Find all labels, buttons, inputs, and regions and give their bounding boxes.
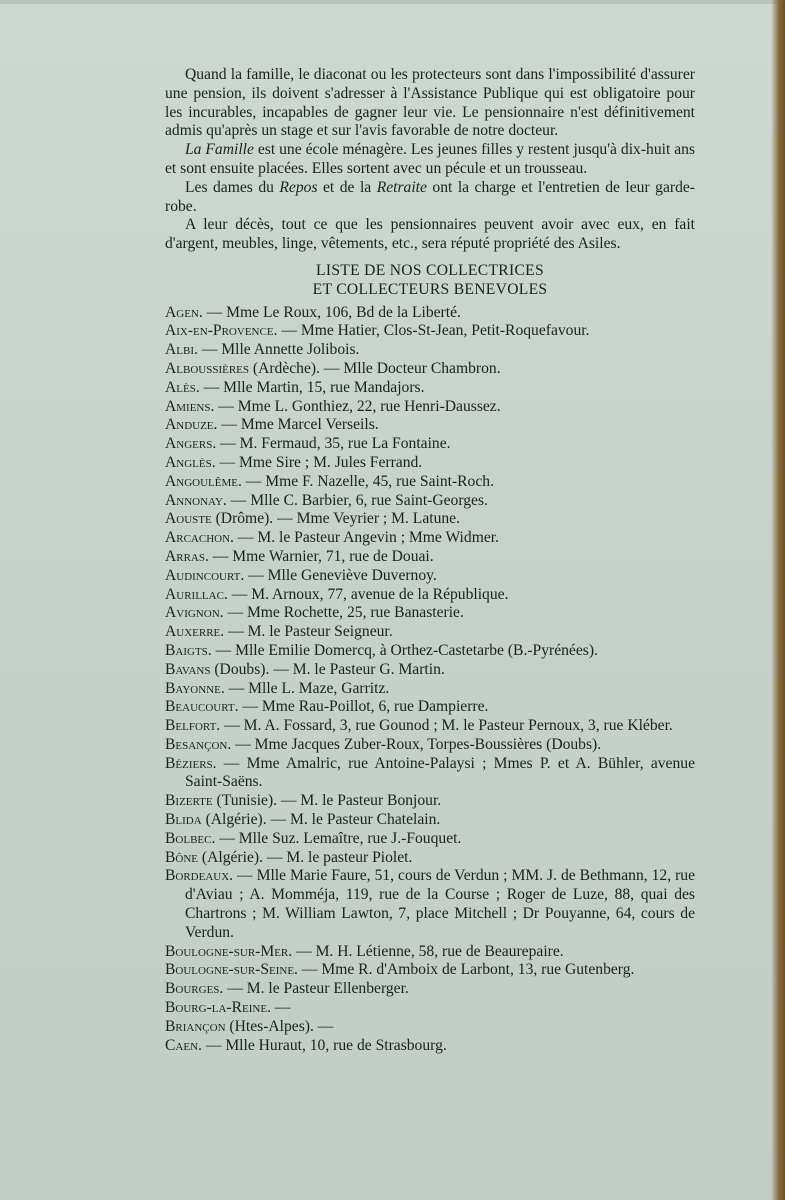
- collector-entry: [165, 360, 695, 379]
- entry-details: — M. Arnoux, 77, avenue de la République.: [227, 585, 509, 603]
- entry-details: — M. le Pasteur Seigneur.: [224, 623, 393, 641]
- collector-entry: [165, 867, 695, 942]
- collector-entry: [165, 623, 695, 642]
- page-text-block: [165, 66, 695, 1055]
- entry-details: — Mme F. Nazelle, 45, rue Saint-Roch.: [241, 472, 494, 490]
- entry-city: Bourg-la-Reine.: [165, 999, 271, 1017]
- collector-entry: [165, 435, 695, 454]
- collector-entry: [165, 830, 695, 849]
- collector-list: [165, 304, 695, 1056]
- collector-entry: [165, 698, 695, 717]
- collector-entry: [165, 510, 695, 529]
- entry-city: Amiens.: [165, 397, 215, 415]
- entry-details: — Mlle Annette Jolibois.: [197, 341, 360, 359]
- entry-details: (Htes-Alpes). —: [225, 1017, 334, 1035]
- collector-entry: [165, 980, 695, 999]
- entry-city: Bourges.: [165, 980, 224, 998]
- entry-details: (Ardèche). — Mlle Docteur Chambron.: [249, 359, 501, 377]
- collector-entry: [165, 943, 695, 962]
- entry-city: Bône: [165, 848, 199, 866]
- entry-details: — Mme Rochette, 25, rue Banasterie.: [223, 604, 464, 622]
- entry-details: — Mlle Geneviève Duvernoy.: [244, 566, 437, 584]
- entry-city: Arcachon.: [165, 529, 234, 547]
- repos-em: Repos: [279, 178, 318, 196]
- entry-details: — Mlle Suz. Lemaître, rue J.-Fouquet.: [215, 829, 462, 847]
- intro-paragraph-4: A leur décès, tout ce que les pensionnaires peuvent avoir avec eux, en fait d'argent, meubles, linge, vêtements, etc., sera réputé propriété des Asiles.: [165, 216, 695, 253]
- p3-part-b: et de la: [317, 178, 377, 196]
- entry-city: Besançon.: [165, 735, 232, 753]
- entry-city: Anglès.: [165, 453, 216, 471]
- entry-details: —: [270, 999, 291, 1017]
- list-heading: [165, 262, 695, 300]
- page-binding-edge: [771, 0, 785, 1200]
- collector-entry: [165, 961, 695, 980]
- collector-entry: [165, 473, 695, 492]
- entry-details: — Mme Le Roux, 106, Bd de la Liberté.: [202, 303, 461, 321]
- collector-entry: [165, 604, 695, 623]
- entry-details: — Mme L. Gonthiez, 22, rue Henri-Daussez.: [214, 397, 501, 415]
- entry-details: — Mme Rau-Poillot, 6, rue Dampierre.: [238, 698, 489, 716]
- entry-city: Angers.: [165, 435, 217, 453]
- intro-paragraph-3: [165, 179, 695, 217]
- entry-details: — Mme R. d'Amboix de Larbont, 13, rue Gutenberg.: [297, 961, 635, 979]
- entry-city: Bordeaux.: [165, 867, 234, 885]
- entry-details: — M. A. Fossard, 3, rue Gounod ; M. le Pasteur Pernoux, 3, rue Kléber.: [220, 717, 673, 735]
- entry-details: — Mlle Martin, 15, rue Mandajors.: [199, 378, 425, 396]
- entry-details: — M. le Pasteur Ellenberger.: [223, 980, 409, 998]
- collector-entry: [165, 398, 695, 417]
- collector-entry: [165, 454, 695, 473]
- collector-entry: [165, 717, 695, 736]
- entry-city: Arras.: [165, 547, 209, 565]
- collector-entry: [165, 642, 695, 661]
- collector-entry: [165, 999, 695, 1018]
- entry-city: Bizerte: [165, 792, 213, 810]
- entry-details: — Mme Warnier, 71, rue de Douai.: [208, 547, 434, 565]
- entry-details: (Algérie). — M. le pasteur Piolet.: [198, 848, 413, 866]
- entry-details: — Mme Marcel Verseils.: [217, 416, 379, 434]
- entry-details: — Mme Sire ; M. Jules Ferrand.: [215, 453, 423, 471]
- collector-entry: [165, 849, 695, 868]
- entry-city: Annonay.: [165, 491, 227, 509]
- entry-city: Agen.: [165, 303, 203, 321]
- entry-details: — Mlle L. Maze, Garritz.: [224, 679, 390, 697]
- collector-entry: [165, 661, 695, 680]
- entry-city: Boulogne-sur-Seine.: [165, 961, 298, 979]
- entry-city: Aurillac.: [165, 585, 228, 603]
- entry-details: — M. Fermaud, 35, rue La Fontaine.: [216, 435, 451, 453]
- collector-entry: [165, 304, 695, 323]
- collector-entry: [165, 1018, 695, 1037]
- entry-city: Aix-en-Provence.: [165, 322, 278, 340]
- collector-entry: [165, 492, 695, 511]
- entry-city: Boulogne-sur-Mer.: [165, 942, 293, 960]
- entry-city: Blida: [165, 811, 202, 829]
- collector-entry: [165, 586, 695, 605]
- collector-entry: [165, 755, 695, 793]
- collector-entry: [165, 736, 695, 755]
- intro-paragraph-2-text: est une école ménagère. Les jeunes filles y restent jusqu'à dix-huit ans et sont ensuite placées. Elles sortent avec un pécule et un trousseau.: [165, 141, 696, 177]
- entry-details: — M. le Pasteur Angevin ; Mme Widmer.: [233, 529, 499, 547]
- entry-details: — Mlle C. Barbier, 6, rue Saint-Georges.: [226, 491, 488, 509]
- entry-city: Bolbec.: [165, 829, 216, 847]
- page-top-edge: [0, 0, 785, 4]
- entry-details: (Tunisie). — M. le Pasteur Bonjour.: [212, 792, 442, 810]
- entry-city: Béziers.: [165, 754, 217, 772]
- collector-entry: [165, 567, 695, 586]
- list-heading-line-2: ET COLLECTEURS BENEVOLES: [312, 280, 548, 298]
- collector-entry: [165, 548, 695, 567]
- collector-entry: [165, 811, 695, 830]
- entry-details: (Doubs). — M. le Pasteur G. Martin.: [210, 660, 445, 678]
- list-heading-line-1: LISTE DE NOS COLLECTRICES: [316, 261, 544, 279]
- entry-details: — Mlle Marie Faure, 51, cours de Verdun ; MM. J. de Bethmann, 12, rue d'Aviau ; A. Momméja, 119, rue de la Course ; Roger de Luze, 88, quai des Chartrons ; M. William Lawton, 7, place Mitchell ; Dr Pouyanne, 64, cours de Verdun.: [185, 867, 695, 941]
- collector-entry: [165, 416, 695, 435]
- collector-entry: [165, 322, 695, 341]
- entry-city: Bavans: [165, 660, 211, 678]
- entry-city: Angoulême.: [165, 472, 242, 490]
- entry-details: (Drôme). — Mme Veyrier ; M. Latune.: [211, 510, 460, 528]
- collector-entry: [165, 1037, 695, 1056]
- entry-city: Avignon.: [165, 604, 224, 622]
- collector-entry: [165, 680, 695, 699]
- entry-details: — Mme Amalric, rue Antoine-Palaysi ; Mmes P. et A. Bühler, avenue Saint-Saëns.: [185, 754, 695, 791]
- entry-city: Baigts.: [165, 641, 212, 659]
- entry-city: Auxerre.: [165, 623, 225, 641]
- entry-city: Briançon: [165, 1017, 226, 1035]
- collector-entry: [165, 792, 695, 811]
- retraite-em: Retraite: [376, 178, 427, 196]
- intro-paragraph-2: [165, 141, 695, 179]
- entry-city: Bayonne.: [165, 679, 225, 697]
- entry-details: — M. H. Létienne, 58, rue de Beaurepaire.: [292, 942, 564, 960]
- entry-city: Belfort.: [165, 717, 221, 735]
- entry-details: (Algérie). — M. le Pasteur Chatelain.: [201, 811, 441, 829]
- entry-city: Beaucourt.: [165, 698, 239, 716]
- collector-entry: [165, 341, 695, 360]
- entry-city: Albi.: [165, 341, 198, 359]
- collector-entry: [165, 379, 695, 398]
- entry-city: Audincourt.: [165, 566, 245, 584]
- collector-entry: [165, 529, 695, 548]
- entry-city: Caen.: [165, 1036, 202, 1054]
- entry-city: Anduze.: [165, 416, 218, 434]
- entry-details: — Mme Jacques Zuber-Roux, Torpes-Boussières (Doubs).: [231, 735, 602, 753]
- la-famille-em: La Famille: [185, 141, 254, 159]
- entry-details: — Mlle Emilie Domercq, à Orthez-Castetarbe (B.-Pyrénées).: [211, 641, 598, 659]
- entry-city: Aouste: [165, 510, 212, 528]
- p3-part-a: Les dames du: [185, 178, 280, 196]
- entry-city: Alboussières: [165, 359, 249, 377]
- entry-city: Alès.: [165, 378, 200, 396]
- entry-details: — Mme Hatier, Clos-St-Jean, Petit-Roquefavour.: [277, 322, 590, 340]
- intro-paragraph-1: Quand la famille, le diaconat ou les protecteurs sont dans l'impossibilité d'assurer une pension, ils doivent s'adresser à l'Assistance Publique qui est obligatoire pour les incurables, incapables de gagner leur vie. Le pensionnaire n'est définitivement admis qu'après un stage et sur l'avis favorable de notre docteur.: [165, 66, 695, 140]
- entry-details: — Mlle Huraut, 10, rue de Strasbourg.: [201, 1036, 447, 1054]
- p3-part-c: ont la charge et l'entretien de leur garde-robe.: [165, 178, 695, 215]
